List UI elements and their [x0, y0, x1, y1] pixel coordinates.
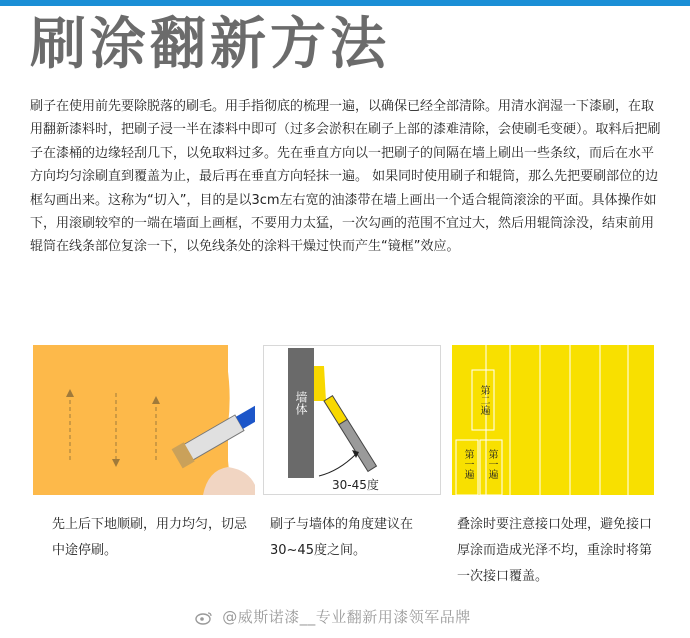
page-title: 刷涂翻新方法 [30, 12, 390, 77]
illustration-overlap-passes [452, 345, 654, 495]
body-paragraph: 刷子在使用前先要除脱落的刷毛。用手指彻底的梳理一遍，以确保已经全部清除。用清水润湿一下漆刷，在取用翻新漆料时，把刷子浸一半在漆料中即可（过多会淤积在刷子上部的漆难清除，会使刷毛变硬）。取料后把刷子在漆桶的边缘轻刮几下，以免取料过多。先在垂直方向以一把刷子的间隔在墙上刷出一些条纹，而后在水平方向均匀涂刷直到覆盖为止，最后再在垂直方向轻抹一遍。 如果同时使用刷子和辊筒，那么先把要刷部位的边框勾画出来。这称为“切入”，目的是以3cm左右宽的油漆带在墙上画出一个适合辊筒滚涂的平面。具体操作如下，用滚刷较窄的一端在墙面上画框，不要用力太猛，一次勾画的范围不宜过大，然后用辊筒涂没，结束前用辊筒在线条部位复涂一下，以免线条处的涂料干燥过快而产生“镜框”效应。 [30, 99, 661, 255]
watermark-text: @威斯诺漆__专业翻新用漆领军品牌 [222, 608, 471, 626]
wall-label: 墙体 [294, 391, 308, 415]
watermark [195, 606, 471, 627]
top-accent-stripe [0, 0, 690, 6]
weibo-icon [195, 611, 213, 625]
pass-label-first-right: 第一遍 [486, 449, 497, 479]
caption-vertical-brushing: 先上后下地顺刷，用力均匀，切忌中途停刷。 [52, 517, 248, 558]
caption-overlap-passes: 叠涂时要注意接口处理，避免接口厚涂而造成光泽不均，重涂时将第一次接口覆盖。 [457, 517, 653, 584]
illustration-vertical-brushing [33, 345, 255, 495]
brush-angle-diagram [264, 346, 440, 494]
caption-brush-angle: 刷子与墙体的角度建议在30~45度之间。 [270, 517, 414, 558]
illustration-brush-angle [263, 345, 441, 495]
overlap-passes-image [452, 345, 654, 495]
pass-label-first-left: 第一遍 [462, 449, 473, 479]
angle-label: 30-45度 [332, 478, 379, 492]
pass-label-second: 第二遍 [478, 385, 489, 415]
vertical-brushing-image [33, 345, 255, 495]
